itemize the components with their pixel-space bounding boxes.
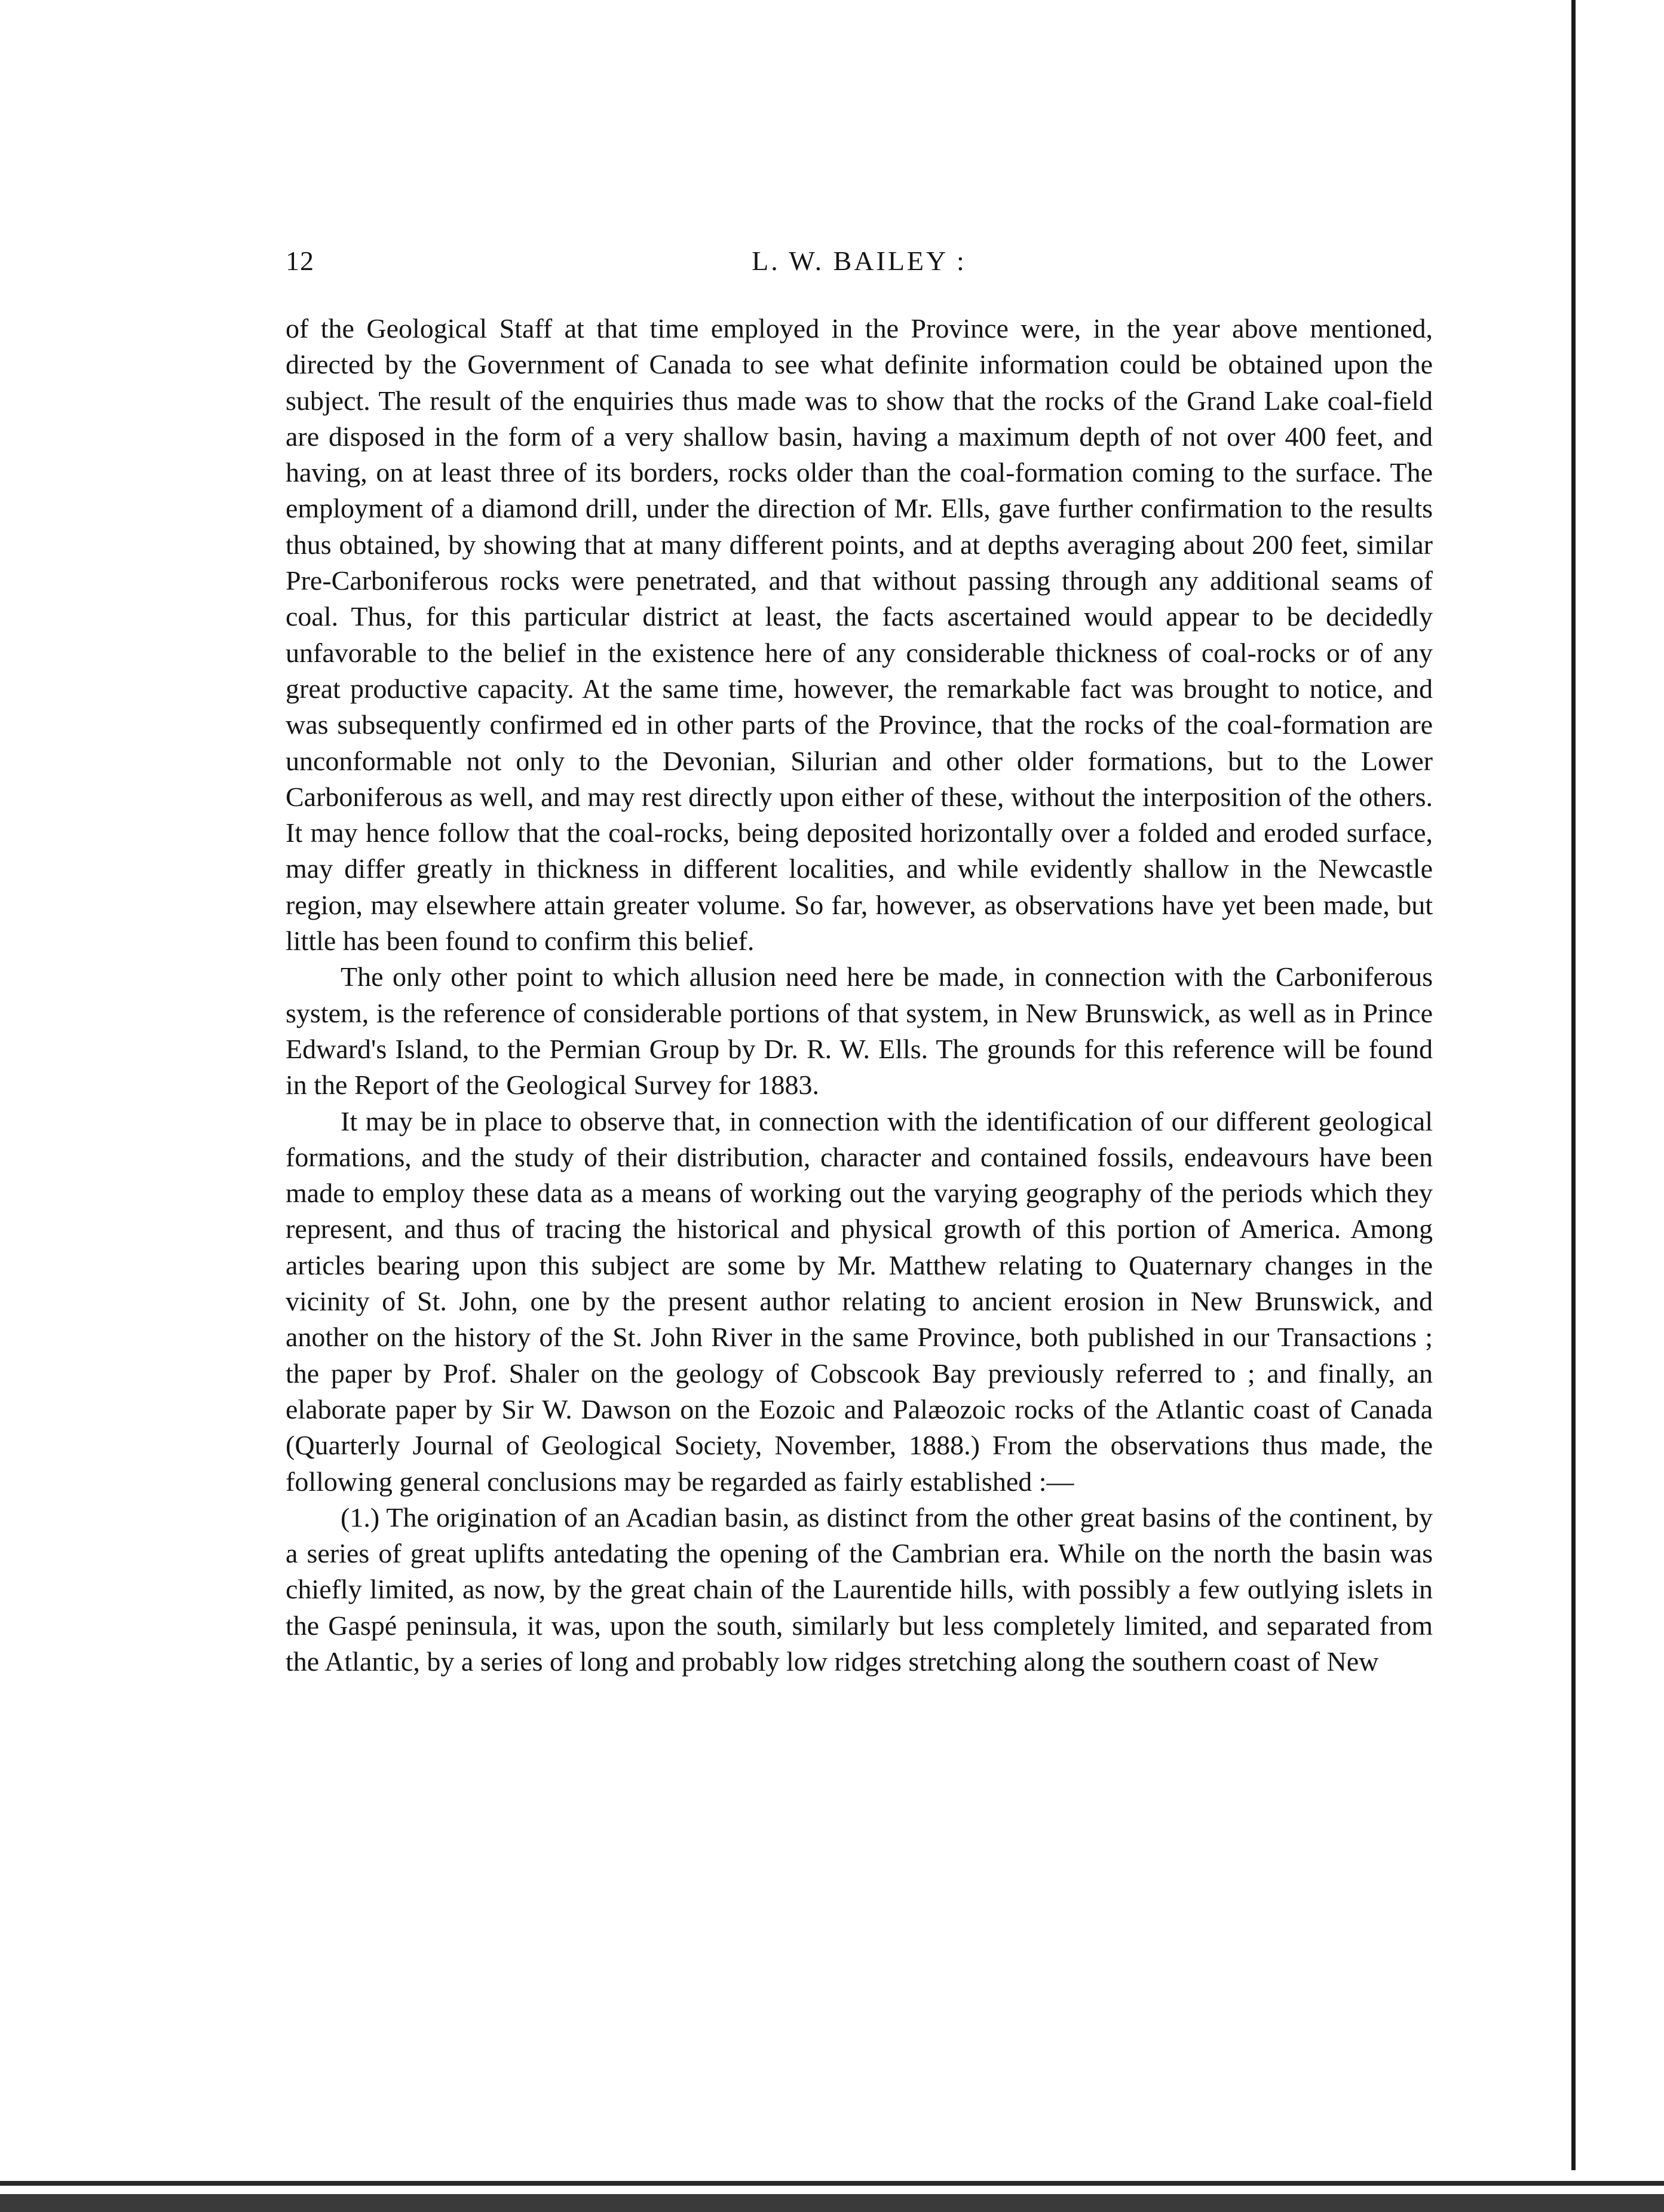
body-text — [286, 311, 1433, 1680]
paragraph-geography: It may be in place to observe that, in connection with the identification of our different geological formations, and the study of their distribution, character and contained fossils, endeavours have been made to employ these data as a means of working out the varying geography of the periods which they represent, and thus of tracing the historical and physical growth of this portion of America. Among articles bearing upon this subject are some by Mr. Matthew relating to Quaternary changes in the vicinity of St. John, one by the present author relating to ancient erosion in New Brunswick, and another on the history of the St. John River in the same Province, both published in our Transactions ; the paper by Prof. Shaler on the geology of Cobscook Bay previously referred to ; and finally, an elaborate paper by Sir W. Dawson on the Eozoic and Palæozoic rocks of the Atlantic coast of Canada (Quarterly Journal of Geological Society, November, 1888.) From the observations thus made, the following general conclusions may be regarded as fairly established :— — [286, 1105, 1433, 1497]
page-header — [286, 245, 1433, 287]
page-edge-right — [1571, 0, 1576, 2212]
page-edge-bottom — [0, 2170, 1664, 2212]
running-head: L. W. BAILEY : — [752, 246, 967, 276]
paragraph-continuation: of the Geological Staff at that time employed in the Province were, in the year above mentioned, directed by the Government of Canada to see what definite information could be obtained upon the subject. The result of the enquiries thus made was to show that the rocks of the Grand Lake coal-field are disposed in the form of a very shallow basin, having a maximum depth of not over 400 feet, and having, on at least three of its borders, rocks older than the coal-formation coming to the surface. The employment of a diamond drill, under the direction of Mr. Ells, gave further confirmation to the results thus obtained, by showing that at many different points, and at depths averaging about 200 feet, similar Pre-Carboniferous rocks were penetrated, and that without passing through any additional seams of coal. Thus, for this particular district at least, the facts ascertained would appear to be decidedly unfavorable to the belief in the existence here of any considerable thickness of coal-rocks or of any great productive capacity. At the same time, however, the remarkable fact was brought to notice, and was subsequently confirmed ed in other parts of the Province, that the rocks of the coal-formation are unconformable not only to the Devonian, Silurian and other older formations, but to the Lower Carboniferous as well, and may rest directly upon either of these, without the interposition of the others. It may hence follow that the coal-rocks, being deposited horizontally over a folded and eroded surface, may differ greatly in thickness in different localities, and while evidently shallow in the Newcastle region, may elsewhere attain greater volume. So far, however, as observations have yet been made, but little has been found to confirm this belief. — [286, 313, 1433, 957]
page-number: 12 — [286, 246, 314, 276]
paragraph-conclusion-1: (1.) The origination of an Acadian basin, as distinct from the other great basins of the continent, by a series of great uplifts antedating the opening of the Cambrian era. While on the north the basin was chiefly limited, as now, by the great chain of the Laurentide hills, with possibly a few outlying islets in the Gaspé peninsula, it was, upon the south, similarly but less completely limited, and separated from the Atlantic, by a series of long and probably low ridges stretching along the southern coast of New — [286, 1502, 1433, 1677]
paragraph-permian: The only other point to which allusion need here be made, in connection with the Carboniferous system, is the reference of considerable portions of that system, in New Brunswick, as well as in Prince Edward's Island, to the Permian Group by Dr. R. W. Ells. The grounds for this reference will be found in the Report of the Geological Survey for 1883. — [286, 961, 1433, 1101]
